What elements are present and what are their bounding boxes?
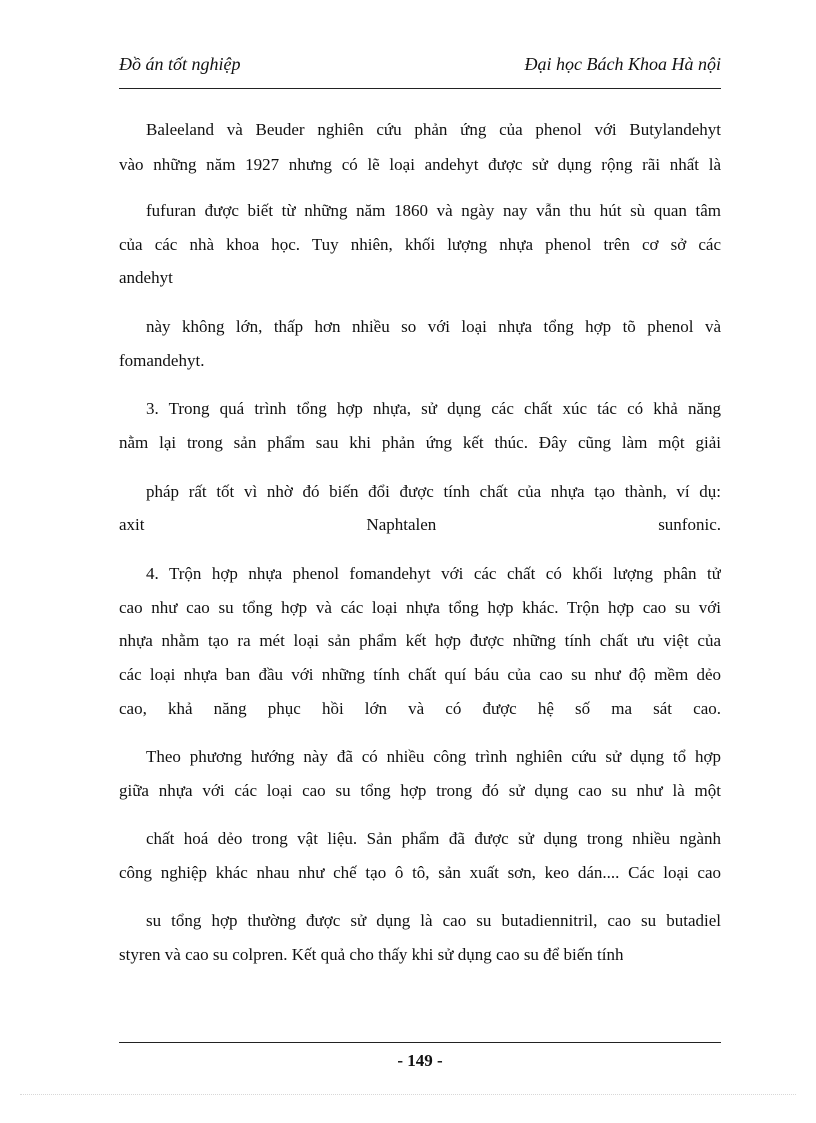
page-number: - 149 -	[397, 1051, 443, 1070]
body-line: 4. Trộn hợp nhựa phenol fomandehyt với các chất có khối lượng phân tử	[146, 564, 721, 583]
body-line: nằm lại trong sản phẩm sau khi phản ứng kết thúc. Đây cũng làm một giải	[119, 433, 721, 452]
body-line: fomandehyt.	[119, 351, 205, 370]
body-line: Baleeland và Beuder nghiên cứu phản ứng của phenol với Butylandehyt	[146, 120, 721, 139]
page-header	[119, 50, 721, 89]
header-document-title: Đồ án tốt nghiệp	[119, 54, 241, 74]
body-line: chất hoá dẻo trong vật liệu. Sản phẩm đã được sử dụng trong nhiều ngành	[146, 829, 721, 848]
body-line: Theo phương hướng này đã có nhiều công trình nghiên cứu sử dụng tổ hợp	[146, 747, 721, 766]
body-line: andehyt	[119, 268, 173, 287]
body-line: nhựa nhằm tạo ra mét loại sản phẩm kết hợp được những tính chất ưu việt của	[119, 631, 721, 650]
body-line: su tổng hợp thường được sử dụng là cao su butadiennitril, cao su butadiel	[146, 911, 721, 930]
header-university: Đại học Bách Khoa Hà nội	[524, 54, 721, 74]
body-line: công nghiệp khác nhau như chế tạo ô tô, sản xuất sơn, keo dán.... Các loại cao	[119, 863, 721, 882]
body-line: này không lớn, thấp hơn nhiều so với loại nhựa tổng hợp tõ phenol và	[146, 317, 721, 336]
body-line: styren và cao su colpren. Kết quả cho thấy khi sử dụng cao su để biến tính	[119, 945, 624, 964]
body-line: pháp rất tốt vì nhờ đó biến đổi được tính chất của nhựa tạo thành, ví dụ:	[146, 482, 721, 501]
body-line: của các nhà khoa học. Tuy nhiên, khối lượng nhựa phenol trên cơ sở các	[119, 235, 721, 254]
body-line: giữa nhựa với các loại cao su tổng hợp trong đó sử dụng cao su như là một	[119, 781, 721, 800]
footer-rule	[119, 1042, 721, 1043]
body-line: cao, khả năng phục hồi lớn và có được hệ số ma sát cao.	[119, 699, 721, 718]
body-line: cao như cao su tổng hợp và các loại nhựa tổng hợp khác. Trộn hợp cao su với	[119, 598, 721, 617]
body-line: 3. Trong quá trình tổng hợp nhựa, sử dụng các chất xúc tác có khả năng	[146, 399, 721, 418]
page-bottom-border	[20, 1094, 796, 1095]
body-line: vào những năm 1927 nhưng có lẽ loại andehyt được sử dụng rộng rãi nhất là	[119, 155, 721, 174]
body-line: fufuran được biết từ những năm 1860 và ngày nay vẫn thu hút sù quan tâm	[146, 201, 721, 220]
body-line: các loại nhựa ban đầu với những tính chất quí báu của cao su như độ mềm dẻo	[119, 665, 721, 684]
body-line: axit Naphtalen sunfonic.	[119, 515, 721, 534]
